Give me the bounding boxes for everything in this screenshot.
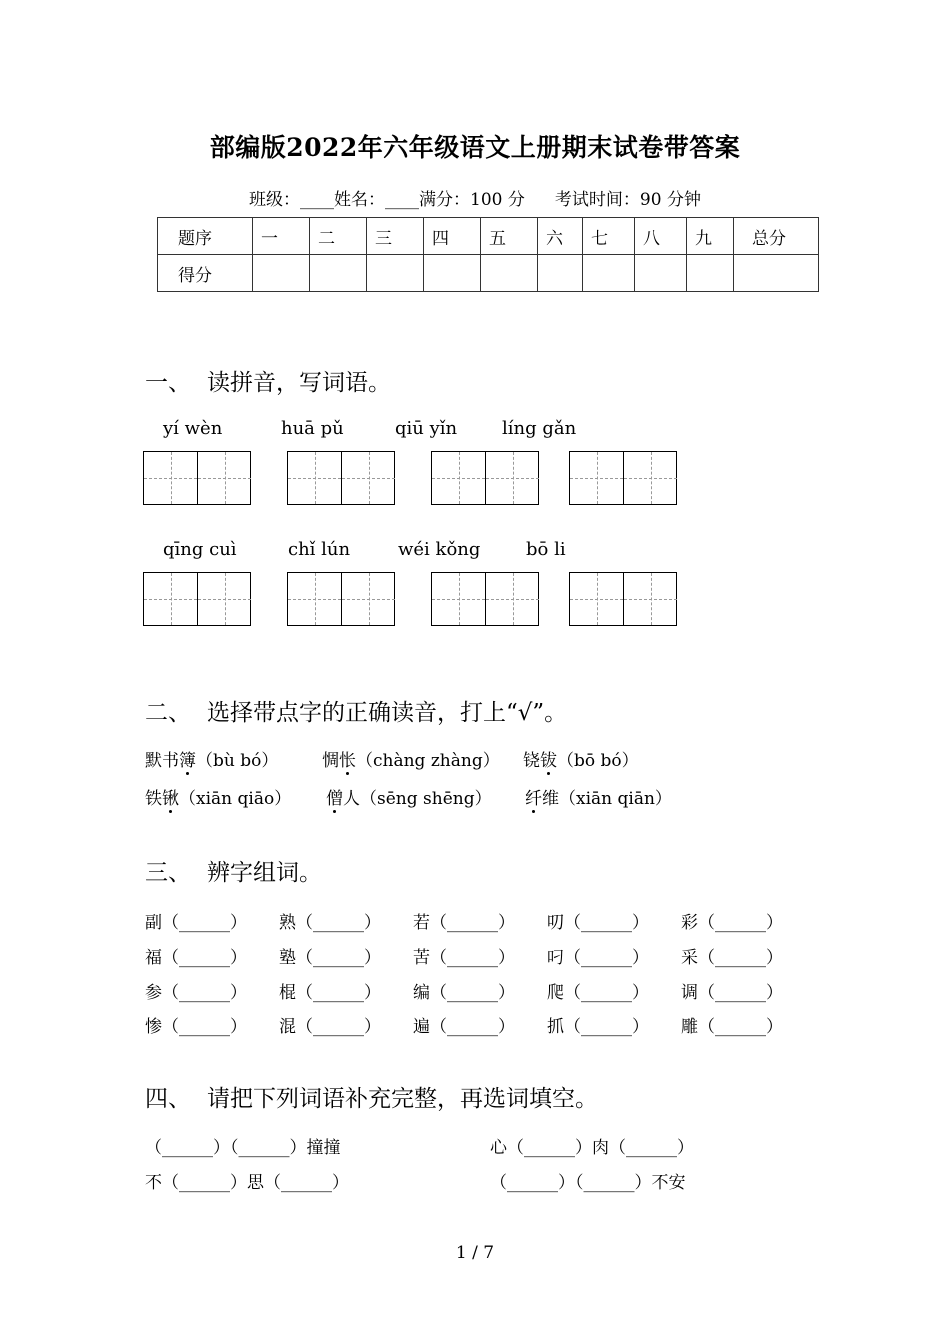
idiom-fill-item[interactable]: 不（______）思（______） — [145, 1173, 349, 1193]
class-label: 班级： — [249, 190, 301, 210]
answer-blank[interactable]: （______） — [430, 948, 515, 968]
base-character: 惨 — [145, 1017, 162, 1037]
base-character: 副 — [145, 913, 162, 933]
score-input-cell[interactable] — [734, 255, 819, 292]
page-title: 部编版2022年六年级语文上册期末试卷带答案 — [209, 133, 741, 162]
answer-blank[interactable]: （______） — [296, 913, 381, 933]
score-input-cell[interactable] — [538, 255, 583, 292]
section-4-number: 四、 — [145, 1086, 191, 1112]
word-group-item[interactable] — [547, 943, 649, 968]
idiom-fill-item[interactable]: （______）（______）撞撞 — [145, 1138, 341, 1158]
score-table-cell: 五 — [481, 218, 538, 255]
word-group-item[interactable] — [413, 1012, 515, 1037]
word-group-item[interactable] — [413, 943, 515, 968]
score-table — [157, 217, 819, 292]
base-character: 调 — [681, 983, 698, 1003]
writing-grid[interactable] — [143, 572, 251, 626]
answer-blank[interactable]: （______） — [296, 948, 381, 968]
name-label: 姓名： — [334, 190, 386, 210]
base-character: 抓 — [547, 1017, 564, 1037]
full-score: 满分：100 分 — [419, 190, 525, 210]
idiom-fill-item[interactable]: 心（______）肉（______） — [490, 1138, 694, 1158]
section-1-heading — [145, 364, 391, 397]
base-character: 苦 — [413, 948, 430, 968]
base-character: 叨 — [547, 913, 564, 933]
answer-blank[interactable]: （______） — [430, 983, 515, 1003]
dotted-char: 怅 — [339, 751, 356, 771]
reading-choice-item[interactable] — [145, 746, 278, 771]
base-character: 爬 — [547, 983, 564, 1003]
base-character: 塾 — [279, 948, 296, 968]
reading-choice-item[interactable] — [326, 784, 492, 809]
section-3-heading — [145, 854, 322, 887]
base-character: 熟 — [279, 913, 296, 933]
writing-grid[interactable] — [569, 572, 677, 626]
pronunciation-options: （xiān qiāo） — [179, 789, 292, 809]
score-input-cell[interactable] — [310, 255, 367, 292]
word-part: 惆 — [322, 751, 339, 771]
score-input-cell[interactable] — [635, 255, 687, 292]
word-group-item[interactable] — [279, 1012, 381, 1037]
score-table-cell: 四 — [424, 218, 481, 255]
answer-blank[interactable]: （______） — [430, 1017, 515, 1037]
writing-grid[interactable] — [287, 572, 395, 626]
word-group-item[interactable] — [413, 978, 515, 1003]
score-table-cell: 七 — [583, 218, 635, 255]
class-blank: ____ — [300, 190, 335, 210]
score-table-cell: 题序 — [158, 218, 253, 255]
score-table-cell: 六 — [538, 218, 583, 255]
word-group-item[interactable] — [547, 978, 649, 1003]
pinyin-label: chǐ lún — [288, 539, 351, 560]
score-table-header-row — [158, 218, 819, 255]
answer-blank[interactable]: （______） — [698, 983, 783, 1003]
reading-choice-item[interactable] — [322, 746, 500, 771]
section-2-number: 二、 — [145, 700, 191, 726]
answer-blank[interactable]: （______） — [162, 913, 247, 933]
answer-blank[interactable]: （______） — [162, 1017, 247, 1037]
pronunciation-options: （sēng shēng） — [360, 789, 492, 809]
answer-blank[interactable]: （______） — [698, 913, 783, 933]
word-group-item[interactable] — [279, 908, 381, 933]
word-group-item[interactable] — [145, 943, 247, 968]
base-character: 彩 — [681, 913, 698, 933]
word-part: 铙 — [523, 751, 540, 771]
answer-blank[interactable]: （______） — [698, 948, 783, 968]
word-group-item[interactable] — [145, 1012, 247, 1037]
score-table-cell: 三 — [367, 218, 424, 255]
answer-blank[interactable]: （______） — [564, 913, 649, 933]
dotted-char: 钹 — [540, 751, 557, 771]
pronunciation-options: （xiān qiān） — [559, 789, 672, 809]
word-group-item[interactable] — [681, 943, 783, 968]
word-group-item[interactable] — [279, 978, 381, 1003]
pronunciation-options: （bù bó） — [196, 751, 279, 771]
word-group-item[interactable] — [547, 908, 649, 933]
base-character: 雕 — [681, 1017, 698, 1037]
base-character: 棍 — [279, 983, 296, 1003]
section-1-number: 一、 — [145, 370, 191, 396]
base-character: 采 — [681, 948, 698, 968]
pinyin-label: huā pǔ — [281, 418, 344, 439]
word-part: 默书 — [145, 751, 179, 771]
word-group-item[interactable] — [681, 978, 783, 1003]
score-input-cell[interactable] — [583, 255, 635, 292]
name-blank: ____ — [385, 190, 420, 210]
idiom-fill-item[interactable]: （______）（______）不安 — [490, 1173, 686, 1193]
pinyin-label: wéi kǒng — [398, 539, 481, 560]
score-table-cell: 九 — [687, 218, 734, 255]
dotted-char: 纤 — [525, 789, 542, 809]
answer-blank[interactable]: （______） — [564, 1017, 649, 1037]
pinyin-label: líng gǎn — [502, 418, 577, 439]
answer-blank[interactable]: （______） — [162, 983, 247, 1003]
answer-blank[interactable]: （______） — [564, 983, 649, 1003]
writing-grid[interactable] — [287, 451, 395, 505]
reading-choice-item[interactable] — [523, 746, 639, 771]
base-character: 编 — [413, 983, 430, 1003]
score-table-cell: 一 — [253, 218, 310, 255]
score-input-cell[interactable] — [424, 255, 481, 292]
writing-grid[interactable] — [143, 451, 251, 505]
base-character: 叼 — [547, 948, 564, 968]
reading-choice-item[interactable] — [145, 784, 291, 809]
section-3-title: 辨字组词。 — [207, 860, 322, 886]
base-character: 福 — [145, 948, 162, 968]
score-row-label: 得分 — [158, 255, 253, 292]
section-4-heading — [145, 1080, 598, 1113]
word-group-item[interactable] — [681, 908, 783, 933]
pinyin-label: yí wèn — [163, 418, 223, 439]
answer-blank[interactable]: （______） — [430, 913, 515, 933]
section-3-number: 三、 — [145, 860, 191, 886]
answer-blank[interactable]: （______） — [296, 983, 381, 1003]
section-2-title: 选择带点字的正确读音，打上“√”。 — [207, 700, 568, 726]
score-input-cell[interactable] — [481, 255, 538, 292]
dotted-char: 簿 — [179, 751, 196, 771]
word-part: 铁 — [145, 789, 162, 809]
score-table-score-row — [158, 255, 819, 292]
score-input-cell[interactable] — [687, 255, 734, 292]
score-table-cell: 二 — [310, 218, 367, 255]
section-1-title: 读拼音，写词语。 — [207, 370, 391, 396]
word-group-item[interactable] — [413, 908, 515, 933]
dotted-char: 僧 — [326, 789, 343, 809]
base-character: 参 — [145, 983, 162, 1003]
writing-grid[interactable] — [431, 572, 539, 626]
word-part: 人 — [343, 789, 360, 809]
answer-blank[interactable]: （______） — [162, 948, 247, 968]
exam-info — [0, 185, 950, 210]
word-part: 维 — [542, 789, 559, 809]
exam-time: 考试时间：90 分钟 — [554, 190, 701, 210]
score-input-cell[interactable] — [367, 255, 424, 292]
word-group-item[interactable] — [279, 943, 381, 968]
answer-blank[interactable]: （______） — [296, 1017, 381, 1037]
pinyin-label: qiū yǐn — [395, 418, 458, 439]
writing-grid[interactable] — [569, 451, 677, 505]
pinyin-label: bō li — [526, 539, 566, 560]
base-character: 若 — [413, 913, 430, 933]
writing-grid[interactable] — [431, 451, 539, 505]
page-number: 1 / 7 — [455, 1243, 495, 1263]
pronunciation-options: （bō bó） — [557, 751, 639, 771]
answer-blank[interactable]: （______） — [698, 1017, 783, 1037]
section-4-title: 请把下列词语补充完整，再选词填空。 — [207, 1086, 598, 1112]
word-group-item[interactable] — [681, 1012, 783, 1037]
score-input-cell[interactable] — [253, 255, 310, 292]
pronunciation-options: （chàng zhàng） — [356, 751, 500, 771]
reading-choice-item[interactable] — [525, 784, 672, 809]
pinyin-label: qīng cuì — [163, 539, 237, 560]
base-character: 混 — [279, 1017, 296, 1037]
word-group-item[interactable] — [547, 1012, 649, 1037]
score-table-cell: 八 — [635, 218, 687, 255]
section-2-heading — [145, 694, 567, 727]
base-character: 遍 — [413, 1017, 430, 1037]
score-table-cell: 总分 — [734, 218, 819, 255]
word-group-item[interactable] — [145, 978, 247, 1003]
word-group-item[interactable] — [145, 908, 247, 933]
dotted-char: 锹 — [162, 789, 179, 809]
answer-blank[interactable]: （______） — [564, 948, 649, 968]
